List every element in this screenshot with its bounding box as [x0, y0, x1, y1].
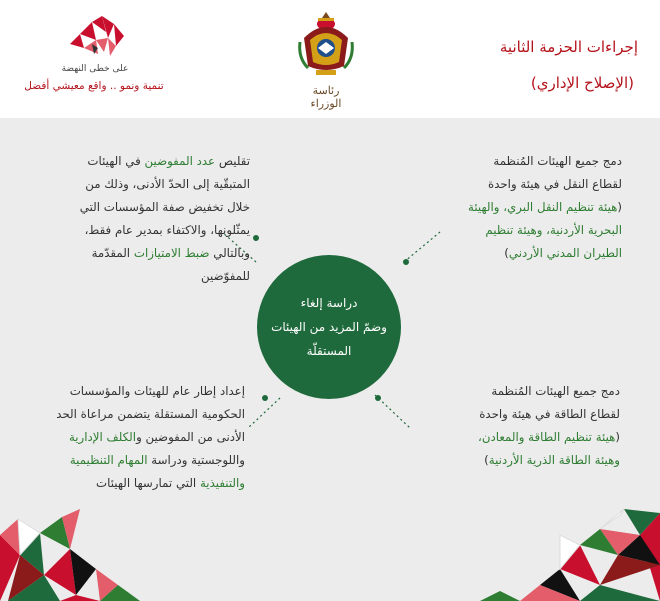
right-pattern: [480, 509, 660, 601]
highlight-text: البحرية الأردنية، وهيئة تنظيم: [485, 223, 622, 237]
text-run: وبالتالي: [209, 246, 250, 260]
page-title: إجراءات الحزمة الثانية: [499, 38, 638, 56]
decorative-pattern: [0, 505, 660, 601]
pm-label: رئاسة الوزراء: [310, 84, 342, 110]
highlight-text: هيئة تنظيم الطاقة والمعادن،: [478, 430, 616, 444]
highlight-text: الكلف الإدارية: [68, 430, 137, 444]
text-line: [422, 150, 622, 173]
text-run: لقطاع الطاقة في هيئة واحدة: [479, 407, 620, 421]
text-line: [410, 449, 620, 472]
text-run: للمفوّضين: [201, 269, 250, 283]
text-run: الحكومية المستقلة يتضمن مراعاة الحد: [56, 407, 245, 421]
text-run: ): [484, 453, 489, 467]
text-line: [25, 242, 250, 265]
logo-slogan: تنمية ونمو .. واقع معيشي أفضل: [24, 80, 164, 92]
text-line: [30, 426, 245, 449]
text-line: [410, 403, 620, 426]
highlight-text: عدد المفوضين: [144, 154, 216, 168]
highlight-text: المهام التنظيمية: [69, 453, 148, 467]
text-run: ): [504, 246, 509, 260]
text-line: [30, 449, 245, 472]
text-run: في الهيئات: [87, 154, 145, 168]
text-line: [422, 196, 622, 219]
text-run: تقليص: [215, 154, 250, 168]
left-pattern: [0, 509, 140, 601]
text-run: الأدنى من المفوضين و: [136, 430, 245, 444]
logo-subtitle: على خطى النهضة: [61, 64, 129, 74]
text-line: [25, 219, 250, 242]
text-run: المتبقّية إلى الحدّ الأدنى، وذلك من: [85, 177, 250, 191]
highlight-text: وهيئة الطاقة الذرية الأردنية: [488, 453, 620, 467]
text-run: دمج جميع الهيئات المُنظمة: [491, 384, 620, 398]
center-circle: [257, 255, 401, 399]
text-run: خلال تخفيض صفة المؤسسات التي: [79, 200, 250, 214]
page-subtitle: (الإصلاح الإداري): [530, 74, 634, 92]
text-line: [25, 265, 250, 288]
highlight-text: هيئة تنظيم النقل البري، والهيئة: [468, 200, 618, 214]
center-line-2: وضمّ المزيد من الهيئات: [271, 320, 387, 334]
framework-text: [30, 380, 245, 495]
text-run: (: [617, 200, 622, 214]
highlight-text: ضبط الامتيازات: [133, 246, 210, 260]
text-run: لقطاع النقل في هيئة واحدة: [488, 177, 622, 191]
text-run: يمثّلونها، والاكتفاء بمدير عام فقط،: [84, 223, 250, 237]
text-run: (: [615, 430, 620, 444]
text-line: [410, 426, 620, 449]
text-line: [25, 196, 250, 219]
center-line-1: دراسة إلغاء: [300, 296, 358, 310]
text-line: [30, 380, 245, 403]
text-run: التي تمارسها الهيئات: [96, 476, 200, 490]
text-run: واللوجستية ودراسة: [147, 453, 245, 467]
text-line: [422, 219, 622, 242]
commissioners-reduction-text: [25, 150, 250, 288]
text-line: [30, 472, 245, 495]
highlight-text: والتنفيذية: [199, 476, 245, 490]
text-line: [25, 173, 250, 196]
text-run: إعداد إطار عام للهيئات والمؤسسات: [69, 384, 245, 398]
transport-merge-text: [422, 150, 622, 265]
text-run: المقدّمة: [91, 246, 134, 260]
text-line: [422, 173, 622, 196]
text-run: دمج جميع الهيئات المُنظمة: [493, 154, 622, 168]
text-line: [422, 242, 622, 265]
highlight-text: الطيران المدني الأردني: [508, 246, 622, 260]
text-line: [410, 380, 620, 403]
text-line: [25, 150, 250, 173]
energy-merge-text: [410, 380, 620, 472]
center-line-3: المستقلّة: [306, 344, 352, 358]
text-line: [30, 403, 245, 426]
